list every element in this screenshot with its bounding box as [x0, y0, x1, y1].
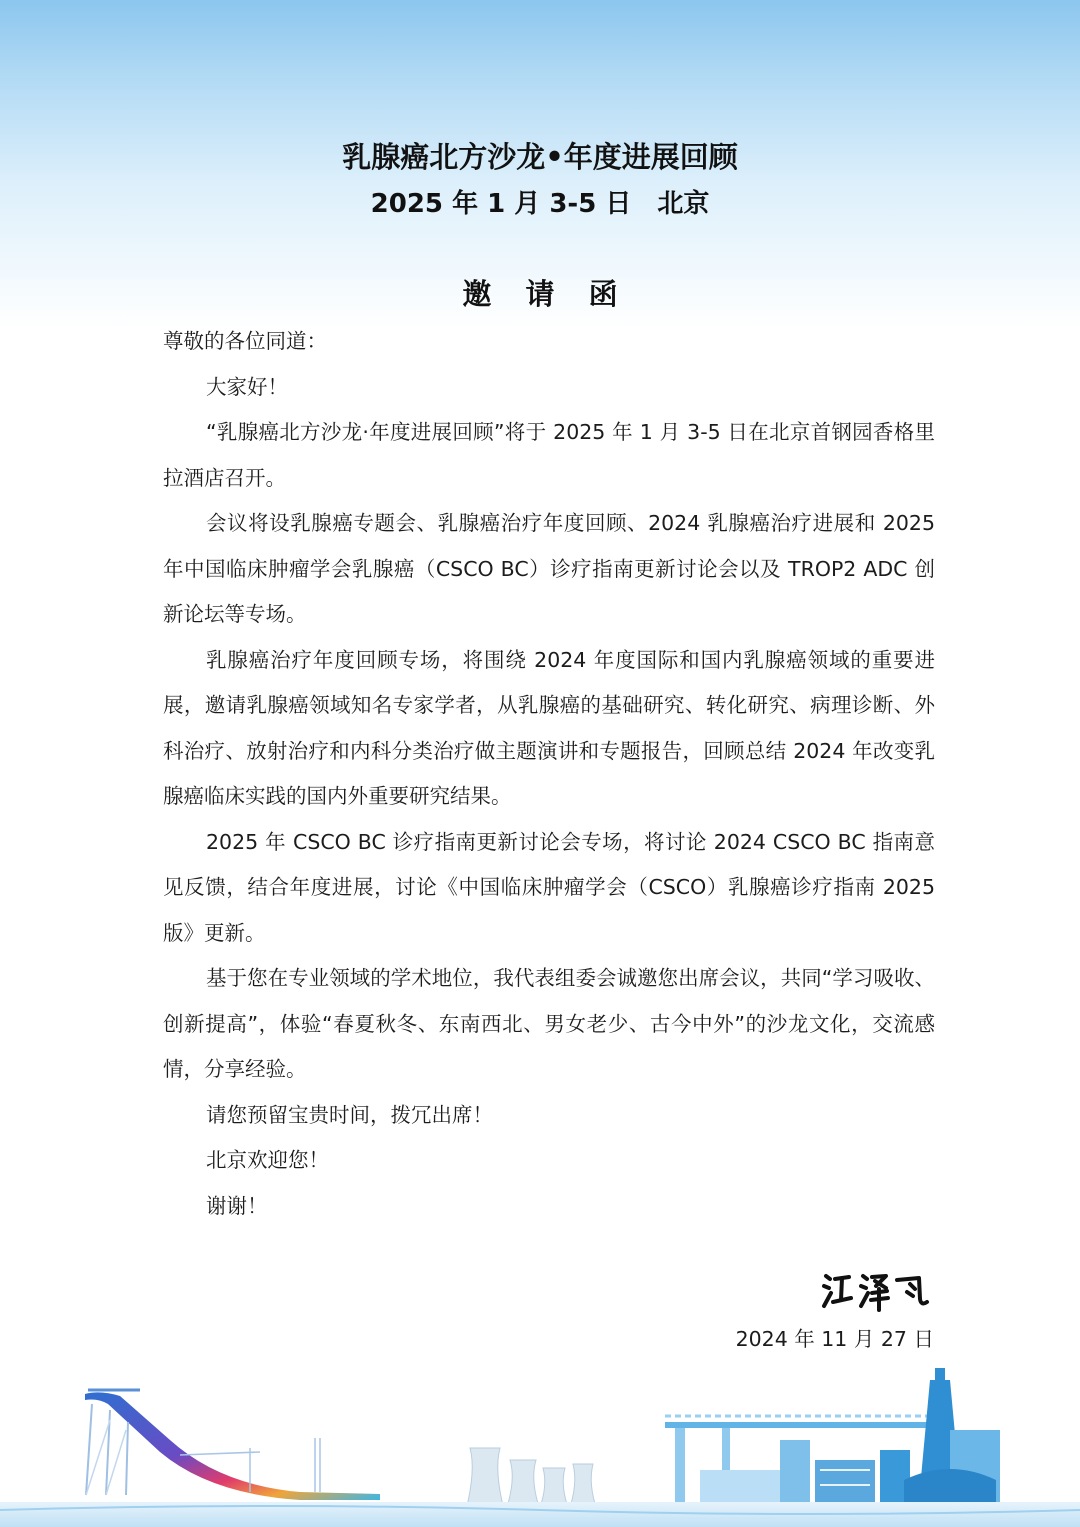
sessions-paragraph: 会议将设乳腺癌专题会、乳腺癌治疗年度回顾、2024 乳腺癌治疗进展和 2025 年中国临床肿瘤学会乳腺癌（CSCO BC）诊疗指南更新讨论会以及 TROP2 ADC 创新论坛等专场。	[163, 511, 935, 626]
thanks-paragraph: 谢谢！	[206, 1193, 268, 1218]
cooling-towers-icon	[466, 1448, 597, 1510]
welcome-paragraph: 北京欢迎您！	[206, 1148, 329, 1172]
salutation: 尊敬的各位同道：	[163, 329, 327, 353]
invitation-paragraph: 基于您在专业领域的学术地位，我代表组委会诚邀您出席会议，共同“学习吸收、创新提高”，体验“春夏秋冬、东南西北、男女老少、古今中外”的沙龙文化，交流感情，分享经验。	[163, 966, 935, 1081]
handwritten-signature	[820, 1266, 930, 1316]
page-title: 乳腺癌北方沙龙•年度进展回顾	[342, 140, 738, 174]
invitation-heading: 邀 请 函	[462, 277, 630, 311]
guideline-paragraph: 2025 年 CSCO BC 诊疗指南更新讨论会专场，将讨论 2024 CSCO BC 指南意见反馈，结合年度进展，讨论《中国临床肿瘤学会（CSCO）乳腺癌诊疗指南 2025 版》更新。	[163, 829, 935, 945]
skyline-illustration	[0, 1360, 1080, 1527]
greeting-paragraph: 大家好！	[206, 374, 288, 399]
annual-review-paragraph: 乳腺癌治疗年度回顾专场，将围绕 2024 年度国际和国内乳腺癌领域的重要进展，邀请乳腺癌领域知名专家学者，从乳腺癌的基础研究、转化研究、病理诊断、外科治疗、放射治疗和内科分类治疗做主题演讲和专题报告，回顾总结 2024 年改变乳腺癌临床实践的国内外重要研究结果。	[163, 647, 935, 808]
attend-request-paragraph: 请您预留宝贵时间，拨冗出席！	[206, 1102, 493, 1127]
letter-date: 2024 年 11 月 27 日	[735, 1327, 934, 1351]
letter-body	[163, 319, 935, 1229]
event-announcement-paragraph: “乳腺癌北方沙龙·年度进展回顾”将于 2025 年 1 月 3-5 日在北京首钢园香格里拉酒店召开。	[163, 420, 935, 490]
steel-plant-icon	[665, 1368, 1000, 1510]
ski-jump-ramp-icon	[85, 1390, 380, 1500]
event-date-location: 2025 年 1 月 3-5 日 北京	[370, 189, 710, 219]
